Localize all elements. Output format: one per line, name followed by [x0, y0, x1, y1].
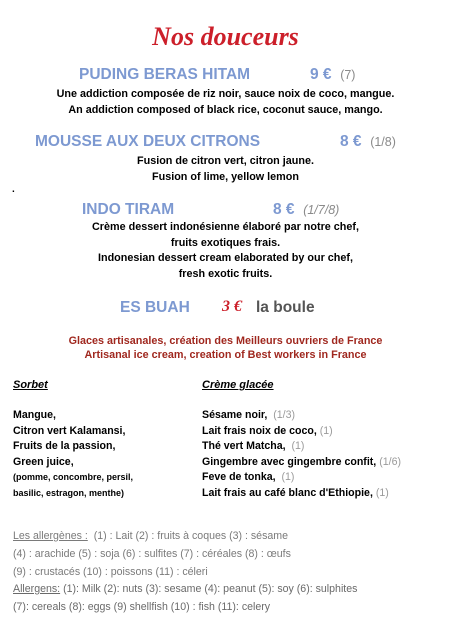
dish-description: Fusion de citron vert, citron jaune. Fusion of lime, yellow lemon: [137, 155, 314, 183]
dish-allergens: (1/8): [370, 135, 396, 149]
dish-price: 8 € (1/8): [340, 133, 396, 150]
es-buah-unit: la boule: [256, 299, 315, 316]
list-item: Citron vert Kalamansi,: [13, 424, 126, 437]
creme-list: [202, 408, 401, 502]
menu-title: Nos douceurs: [152, 22, 299, 51]
list-item: Sésame noir, (1/3): [202, 409, 296, 421]
sorbet-list: [13, 408, 133, 502]
dish-description: Une addiction composée de riz noir, sauce noix de coco, mangue. An addiction composed of black rice, coconut sauce, mango.: [56, 88, 395, 116]
list-item: Mangue,: [13, 409, 56, 421]
creme-heading: Crème glacée: [202, 379, 274, 391]
list-item: Lait frais noix de coco, (1): [202, 424, 333, 437]
allergens-en: Allergens: (1): Milk (2): nuts (3): sesame (4): peanut (5): soy (6): sulphites (7): cereals (8): eggs (9) shellfish (10) : fish (11): celery: [13, 583, 358, 613]
dish-name: INDO TIRAM: [82, 201, 175, 218]
list-item: Feve de tonka, (1): [202, 471, 295, 484]
es-buah-name: ES BUAH: [120, 299, 190, 316]
list-item: Fruits de la passion,: [13, 440, 116, 453]
dish-allergens: (1/7/8): [303, 203, 340, 217]
allergens-en-label: Allergens:: [13, 583, 61, 595]
list-item-detail: basilic, estragon, menthe): [13, 487, 125, 498]
list-item: Thé vert Matcha, (1): [202, 440, 305, 453]
list-item: Green juice,: [13, 455, 74, 468]
list-item: Gingembre avec gingembre confit, (1/6): [202, 455, 401, 468]
allergens-fr: Les allergènes : (1) : Lait (2) : fruits à coques (3) : sésame (4) : arachide (5) : soja (6) : sulfites (7) : céréales (8) : œufs (9) : crustacés (10) : poissons (11) : céleri: [13, 530, 291, 578]
dish-description: Crème dessert indonésienne élaboré par notre chef, fruits exotiques frais. Indonesian dessert cream elaborated by our chef, fresh exotic fruits.: [91, 221, 359, 280]
es-buah-price: 3 €: [222, 298, 242, 315]
dish-price: 8 € (1/7/8): [273, 201, 340, 218]
allergens-fr-label: Les allergènes :: [13, 530, 88, 542]
sorbet-heading: Sorbet: [13, 379, 48, 391]
dish-name: MOUSSE AUX DEUX CITRONS: [35, 133, 261, 150]
dish-name: PUDING BERAS HITAM: [79, 66, 251, 83]
stray-dot: .: [12, 184, 15, 195]
dish-price: 9 € (7): [310, 66, 356, 83]
list-item: Lait frais au café blanc d'Ethiopie, (1): [202, 486, 389, 499]
ice-cream-note: Glaces artisanales, création des Meilleurs ouvriers de France Artisanal ice cream, creation of Best workers in France: [68, 335, 383, 361]
list-item-detail: (pomme, concombre, persil,: [13, 472, 134, 483]
dish-allergens: (7): [340, 68, 356, 82]
